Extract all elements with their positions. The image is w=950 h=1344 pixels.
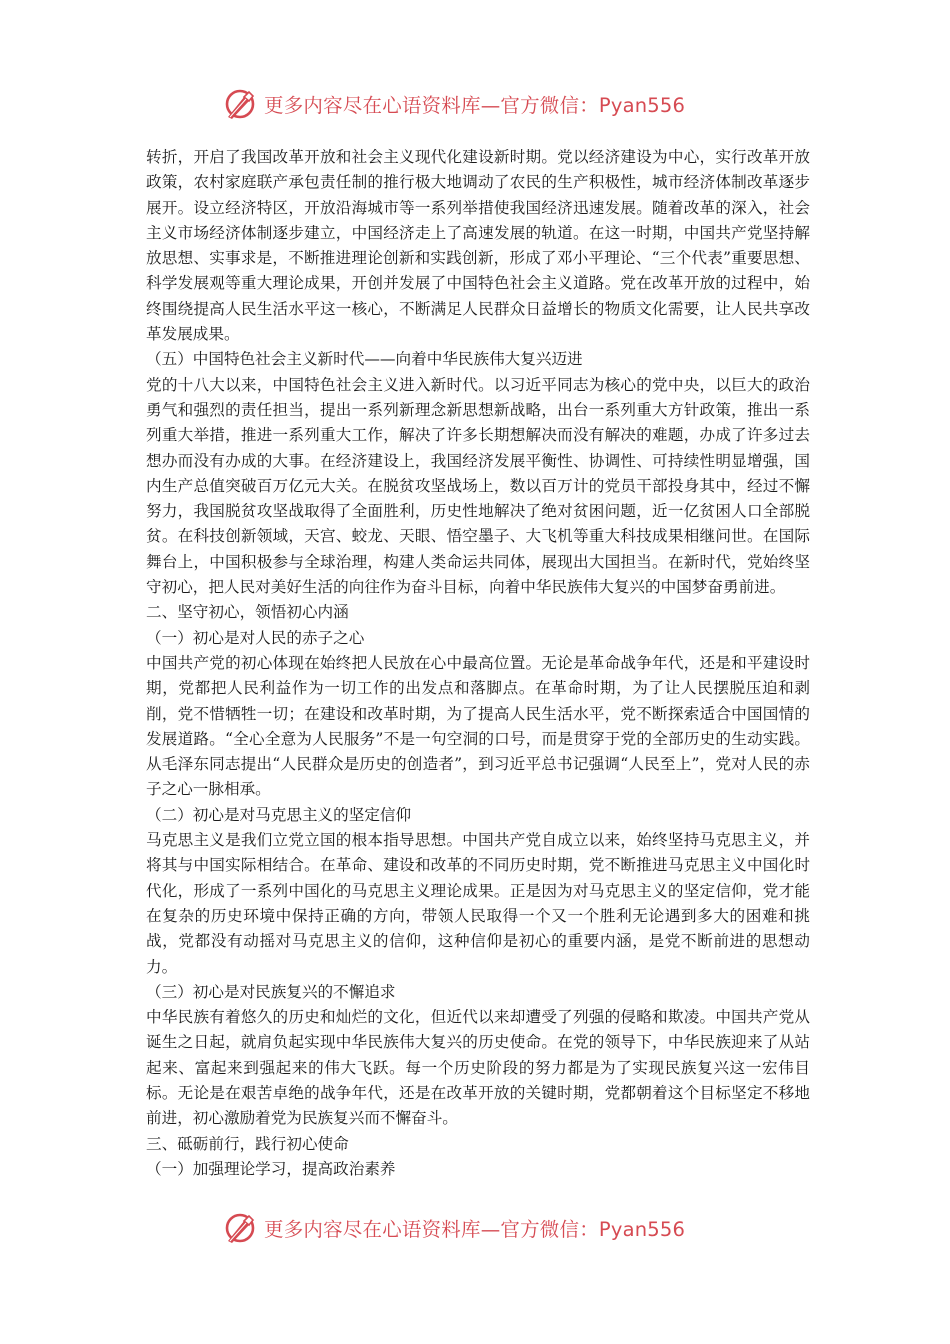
pen-nib-logo-icon xyxy=(222,1210,258,1246)
subsection-heading: （一）初心是对人民的赤子之心 xyxy=(146,628,365,647)
section-heading: 三、砥砺前行，践行初心使命 xyxy=(146,1134,349,1153)
subsection-heading: （一）加强理论学习，提高政治素养 xyxy=(146,1159,396,1178)
footer-banner xyxy=(222,1208,742,1248)
document-body xyxy=(146,145,810,1182)
header-banner xyxy=(222,84,742,124)
paragraph: 中华民族有着悠久的历史和灿烂的文化，但近代以来却遭受了列强的侵略和欺凌。中国共产党从诞生之日起，就肩负起实现中华民族伟大复兴的历史使命。在党的领导下，中华民族迎来了从站起来、富起来到强起来的伟大飞跃。每一个历史阶段的努力都是为了实现民族复兴这一宏伟目标。无论是在艰苦卓绝的战争年代，还是在改革开放的关键时期，党都朝着这个目标坚定不移地前进，初心激励着党为民族复兴而不懈奋斗。 xyxy=(146,1008,810,1128)
paragraph: 中国共产党的初心体现在始终把人民放在心中最高位置。无论是革命战争年代，还是和平建设时期，党都把人民利益作为一切工作的出发点和落脚点。在革命时期，为了让人民摆脱压迫和剥削，党不惜牺牲一切；在建设和改革时期，为了提高人民生活水平，党不断探索适合中国国情的发展道路。“全心全意为人民服务”不是一句空洞的口号，而是贯穿于党的全部历史的生动实践。从毛泽东同志提出“人民群众是历史的创造者”，到习近平总书记强调“人民至上”，党对人民的赤子之心一脉相承。 xyxy=(146,653,810,799)
paragraph: 党的十八大以来，中国特色社会主义进入新时代。以习近平同志为核心的党中央，以巨大的政治勇气和强烈的责任担当，提出一系列新理念新思想新战略，出台一系列重大方针政策，推出一系列重大举措，推进一系列重大工作，解决了许多长期想解决而没有解决的难题，办成了许多过去想办而没有办成的大事。在经济建设上，我国经济发展平衡性、协调性、可持续性明显增强，国内生产总值突破百万亿元大关。在脱贫攻坚战场上，数以百万计的党员干部投身其中，经过不懈努力，我国脱贫攻坚战取得了全面胜利，历史性地解决了绝对贫困问题，近一亿贫困人口全部脱贫。在科技创新领域，天宫、蛟龙、天眼、悟空墨子、大飞机等重大科技成果相继问世。在国际舞台上，中国积极参与全球治理，构建人类命运共同体，展现出大国担当。在新时代，党始终坚守初心，把人民对美好生活的向往作为奋斗目标，向着中华民族伟大复兴的中国梦奋勇前进。 xyxy=(146,375,810,597)
subsection-heading: （三）初心是对民族复兴的不懈追求 xyxy=(146,982,396,1001)
header-banner-text: 更多内容尽在心语资料库—官方微信：Pyan556 xyxy=(264,94,686,117)
paragraph: 马克思主义是我们立党立国的根本指导思想。中国共产党自成立以来，始终坚持马克思主义，并将其与中国实际相结合。在革命、建设和改革的不同历史时期，党不断推进马克思主义中国化时代化，形成了一系列中国化的马克思主义理论成果。正是因为对马克思主义的坚定信仰，党才能在复杂的历史环境中保持正确的方向，带领人民取得一个又一个胜利无论遇到多大的困难和挑战，党都没有动摇对马克思主义的信仰，这种信仰是初心的重要内涵，是党不断前进的思想动力。 xyxy=(146,831,810,976)
subsection-heading: （二）初心是对马克思主义的坚定信仰 xyxy=(146,805,412,824)
subsection-heading: （五）中国特色社会主义新时代——向着中华民族伟大复兴迈进 xyxy=(146,350,583,369)
pen-nib-logo-icon xyxy=(222,86,258,122)
section-heading: 二、坚守初心，领悟初心内涵 xyxy=(146,603,349,622)
footer-banner-text: 更多内容尽在心语资料库—官方微信：Pyan556 xyxy=(264,1218,686,1241)
paragraph: 转折，开启了我国改革开放和社会主义现代化建设新时期。党以经济建设为中心，实行改革开放政策，农村家庭联产承包责任制的推行极大地调动了农民的生产积极性，城市经济体制改革逐步展开。设立经济特区，开放沿海城市等一系列举措使我国经济迅速发展。随着改革的深入，社会主义市场经济体制逐步建立，中国经济走上了高速发展的轨道。在这一时期，中国共产党坚持解放思想、实事求是，不断推进理论创新和实践创新，形成了邓小平理论、“三个代表”重要思想、科学发展观等重大理论成果，开创并发展了中国特色社会主义道路。党在改革开放的过程中，始终围绕提高人民生活水平这一核心，不断满足人民群众日益增长的物质文化需要，让人民共享改革发展成果。 xyxy=(146,148,810,344)
